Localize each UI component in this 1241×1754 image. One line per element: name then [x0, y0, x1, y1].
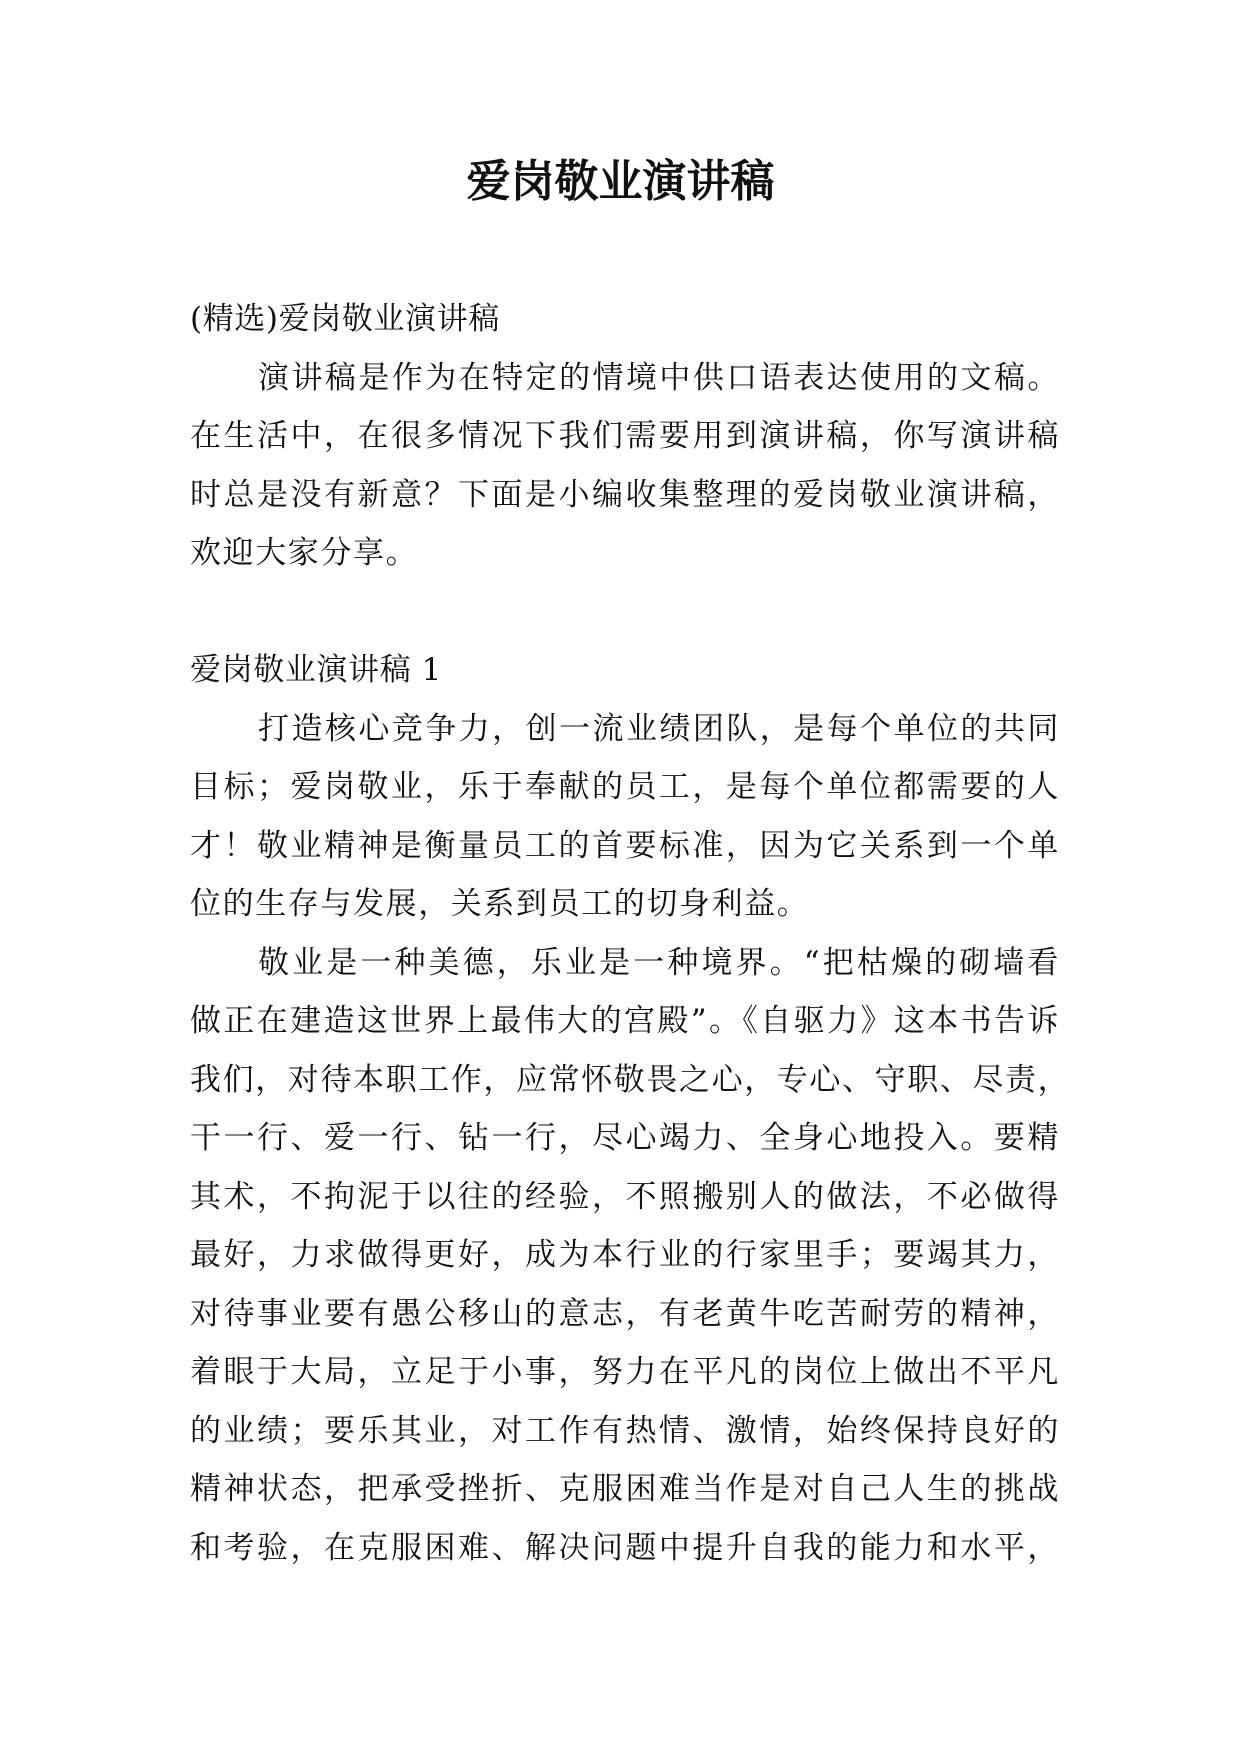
section-heading: 爱岗敬业演讲稿 1: [190, 652, 442, 688]
document-body: [190, 290, 1071, 1577]
paragraph-gap: [190, 583, 1060, 642]
paragraph-line: 干一行、爱一行、钻一行，尽心竭力、全身心地投入。要精: [190, 1120, 1060, 1156]
paragraph-line: 才！敬业精神是衡量员工的首要标准，因为它关系到一个单: [190, 827, 1060, 864]
paragraph-line: 目标；爱岗敬业，乐于奉献的员工，是每个单位都需要的人: [190, 769, 1060, 805]
intro-line: 欢迎大家分享。: [190, 535, 419, 571]
paragraph-line: 打造核心竞争力，创一流业绩团队，是每个单位的共同: [258, 710, 1060, 747]
paragraph-line: 着眼于大局，立足于小事，努力在平凡的岗位上做出不平凡: [190, 1354, 1060, 1390]
paragraph-line: 其术，不拘泥于以往的经验，不照搬别人的做法，不必做得: [190, 1178, 1060, 1215]
paragraph-line: 和考验，在克服困难、解决问题中提升自我的能力和水平，: [190, 1529, 1060, 1566]
paragraph-line: 我们，对待本职工作，应常怀敬畏之心，专心、守职、尽责，: [190, 1061, 1071, 1098]
intro-line: 在生活中，在很多情况下我们需要用到演讲稿，你写演讲稿: [190, 418, 1060, 454]
paragraph-line: 精神状态，把承受挫折、克服困难当作是对自己人生的挑战: [190, 1471, 1060, 1507]
paragraph-2: [190, 934, 1071, 1578]
paragraph-line: 位的生存与发展，关系到员工的切身利益。: [190, 886, 810, 922]
intro-line: 演讲稿是作为在特定的情境中供口语表达使用的文稿。: [258, 359, 1060, 396]
paragraph-1: [190, 700, 1060, 934]
intro-paragraph: [190, 349, 1060, 583]
intro-line: 时总是没有新意？下面是小编收集整理的爱岗敬业演讲稿，: [190, 476, 1060, 513]
document-title: 爱岗敬业演讲稿: [466, 156, 775, 207]
paragraph-line: 对待事业要有愚公移山的意志，有老黄牛吃苦耐劳的精神，: [190, 1295, 1060, 1332]
paragraph-line: 的业绩；要乐其业，对工作有热情、激情，始终保持良好的: [190, 1412, 1060, 1449]
paragraph-line: 最好，力求做得更好，成为本行业的行家里手；要竭其力，: [190, 1237, 1060, 1273]
paragraph-line: 做正在建造这世界上最伟大的宫殿”。《自驱力》这本书告诉: [190, 1003, 1060, 1039]
subtitle: (精选)爱岗敬业演讲稿: [190, 301, 500, 337]
paragraph-line: 敬业是一种美德，乐业是一种境界。“把枯燥的砌墙看: [258, 944, 1060, 981]
